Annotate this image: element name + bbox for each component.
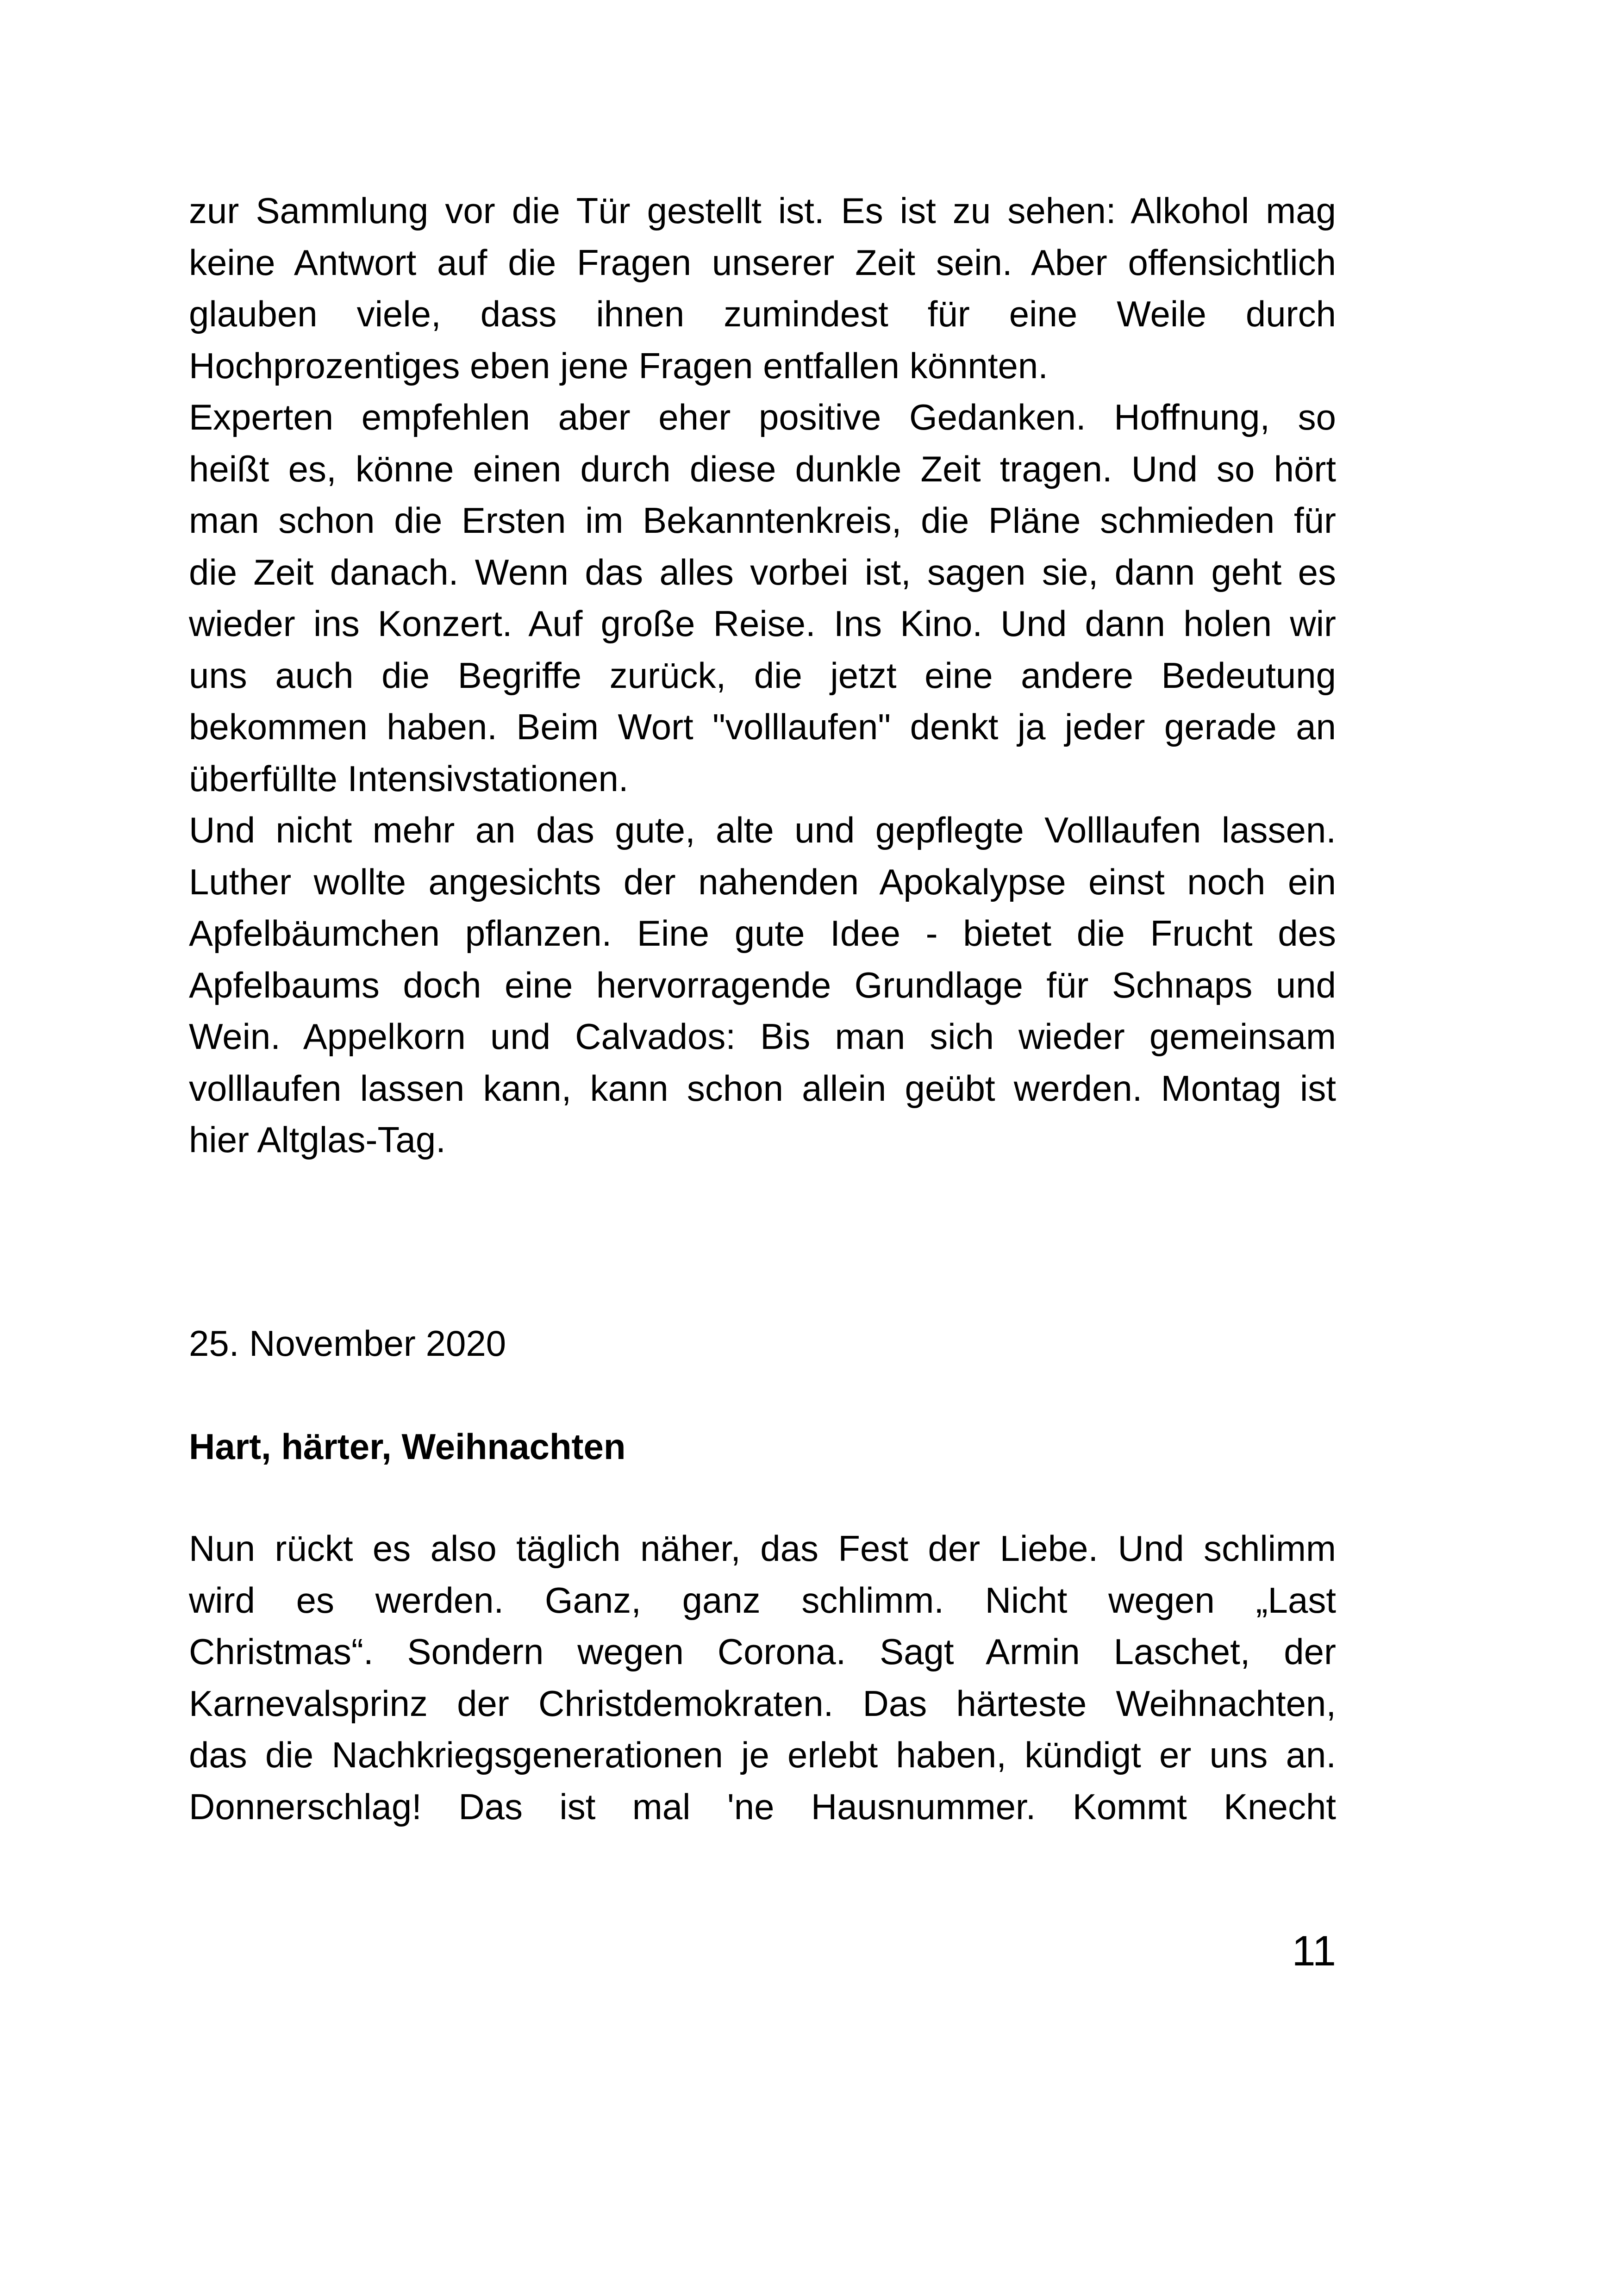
text-line: das die Nachkriegsgenerationen je erlebt haben, kündigt er uns an. bbox=[189, 1734, 1336, 1775]
text-line: uns auch die Begriffe zurück, die jetzt eine andere Bedeutung bbox=[189, 655, 1336, 696]
paragraph-2 bbox=[189, 392, 1336, 804]
text-line: Hochprozentiges eben jene Fragen entfallen könnten. bbox=[189, 345, 1048, 386]
body-text-top bbox=[189, 185, 1336, 1166]
text-line: heißt es, könne einen durch diese dunkle Zeit tragen. Und so hört bbox=[189, 448, 1336, 489]
text-line: volllaufen lassen kann, kann schon allein geübt werden. Montag ist bbox=[189, 1067, 1336, 1109]
text-line: Christmas“. Sondern wegen Corona. Sagt Armin Laschet, der bbox=[189, 1631, 1336, 1672]
page-number: 11 bbox=[1292, 1927, 1336, 1975]
text-line: Wein. Appelkorn und Calvados: Bis man sich wieder gemeinsam bbox=[189, 1016, 1336, 1057]
text-line: Experten empfehlen aber eher positive Gedanken. Hoffnung, so bbox=[189, 397, 1336, 437]
text-line: keine Antwort auf die Fragen unserer Zeit sein. Aber offensichtlich bbox=[189, 242, 1336, 283]
text-line: glauben viele, dass ihnen zumindest für eine Weile durch bbox=[189, 293, 1336, 334]
text-line: Und nicht mehr an das gute, alte und gepflegte Volllaufen lassen. bbox=[189, 810, 1336, 850]
text-line: bekommen haben. Beim Wort "volllaufen" denkt ja jeder gerade an bbox=[189, 706, 1336, 747]
text-line: hier Altglas-Tag. bbox=[189, 1119, 446, 1160]
text-line: man schon die Ersten im Bekanntenkreis, die Pläne schmieden für bbox=[189, 500, 1336, 541]
entry-date: 25. November 2020 bbox=[189, 1323, 506, 1364]
text-line: Luther wollte angesichts der nahenden Apokalypse einst noch ein bbox=[189, 861, 1336, 902]
entry-title: Hart, härter, Weihnachten bbox=[189, 1426, 626, 1467]
text-line: Donnerschlag! Das ist mal 'ne Hausnummer. Kommt Knecht bbox=[189, 1786, 1336, 1827]
text-line: Nun rückt es also täglich näher, das Fest der Liebe. Und schlimm bbox=[189, 1528, 1336, 1569]
text-line: zur Sammlung vor die Tür gestellt ist. Es ist zu sehen: Alkohol mag bbox=[189, 190, 1336, 231]
text-line: die Zeit danach. Wenn das alles vorbei ist, sagen sie, dann geht es bbox=[189, 551, 1336, 592]
text-line: Apfelbaums doch eine hervorragende Grundlage für Schnaps und bbox=[189, 964, 1336, 1005]
text-line: wieder ins Konzert. Auf große Reise. Ins Kino. Und dann holen wir bbox=[189, 603, 1336, 644]
paragraph-3 bbox=[189, 804, 1336, 1166]
text-line: Karnevalsprinz der Christdemokraten. Das härteste Weihnachten, bbox=[189, 1683, 1336, 1724]
text-line: Apfelbäumchen pflanzen. Eine gute Idee - bietet die Frucht des bbox=[189, 913, 1336, 954]
paragraph-4 bbox=[189, 1523, 1336, 1833]
text-line: wird es werden. Ganz, ganz schlimm. Nicht wegen „Last bbox=[189, 1579, 1336, 1621]
paragraph-1 bbox=[189, 185, 1336, 392]
text-line: überfüllte Intensivstationen. bbox=[189, 758, 629, 799]
